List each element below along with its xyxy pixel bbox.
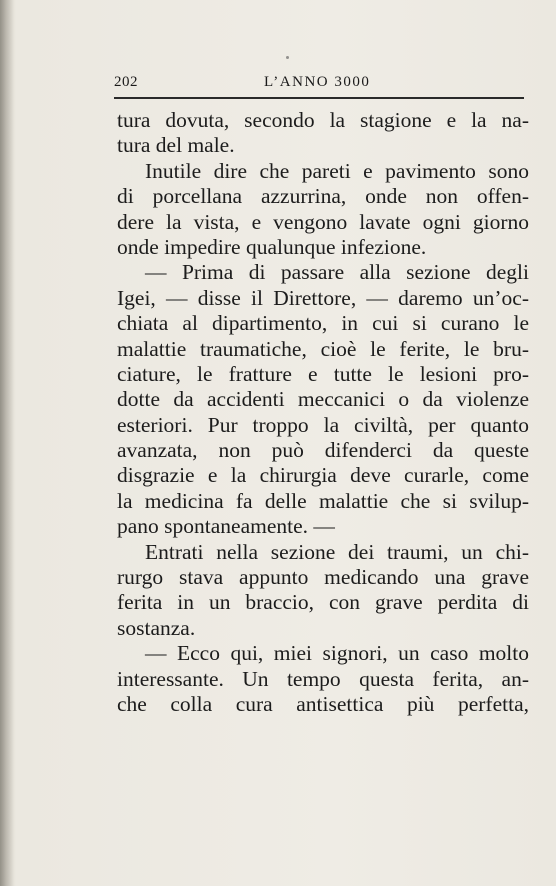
text-line: malattie traumatiche, cioè le ferite, le bru- [117,336,529,361]
running-title: L’ANNO 3000 [264,74,371,90]
text-line: disgrazie e la chirurgia deve curarle, come [117,463,529,488]
text-line: tura del male. [117,133,235,158]
text-line: Igei, — disse il Direttore, — daremo un’oc- [117,285,529,310]
page-header [114,70,524,92]
text-line: onde impedire qualunque infezione. [117,234,427,259]
text-line: rurgo stava appunto medicando una grave [117,565,529,590]
spine-shadow [0,0,14,886]
text-line: — Prima di passare alla sezione degli [145,260,529,285]
text-line: interessante. Un tempo questa ferita, an- [117,666,529,691]
text-line: dere la vista, e vengono lavate ogni giorno [117,209,529,234]
text-line: esteriori. Pur troppo la civiltà, per quanto [117,412,529,437]
text-line: Entrati nella sezione dei traumi, un chi- [145,539,529,564]
text-line: che colla cura antisettica più perfetta, [117,691,529,716]
text-line: chiata al dipartimento, in cui si curano le [117,311,529,336]
ink-speck [286,56,289,59]
page-number: 202 [114,74,138,90]
text-line: la medicina fa delle malattie che si svilup- [117,488,529,513]
text-line: Inutile dire che pareti e pavimento sono [145,158,529,183]
body-text [117,108,529,717]
text-line: — Ecco qui, miei signori, un caso molto [145,641,529,666]
text-line: sostanza. [117,615,196,640]
text-line: pano spontaneamente. — [117,514,335,539]
text-line: tura dovuta, secondo la stagione e la na- [117,108,529,132]
text-line: ferita in un braccio, con grave perdita di [117,590,529,615]
text-line: avanzata, non può difenderci da queste [117,438,529,463]
header-rule [114,97,524,99]
text-line: ciature, le fratture e tutte le lesioni pro- [117,361,529,386]
text-line: di porcellana azzurrina, onde non offen- [117,184,529,209]
text-line: dotte da accidenti meccanici o da violenze [117,387,529,412]
